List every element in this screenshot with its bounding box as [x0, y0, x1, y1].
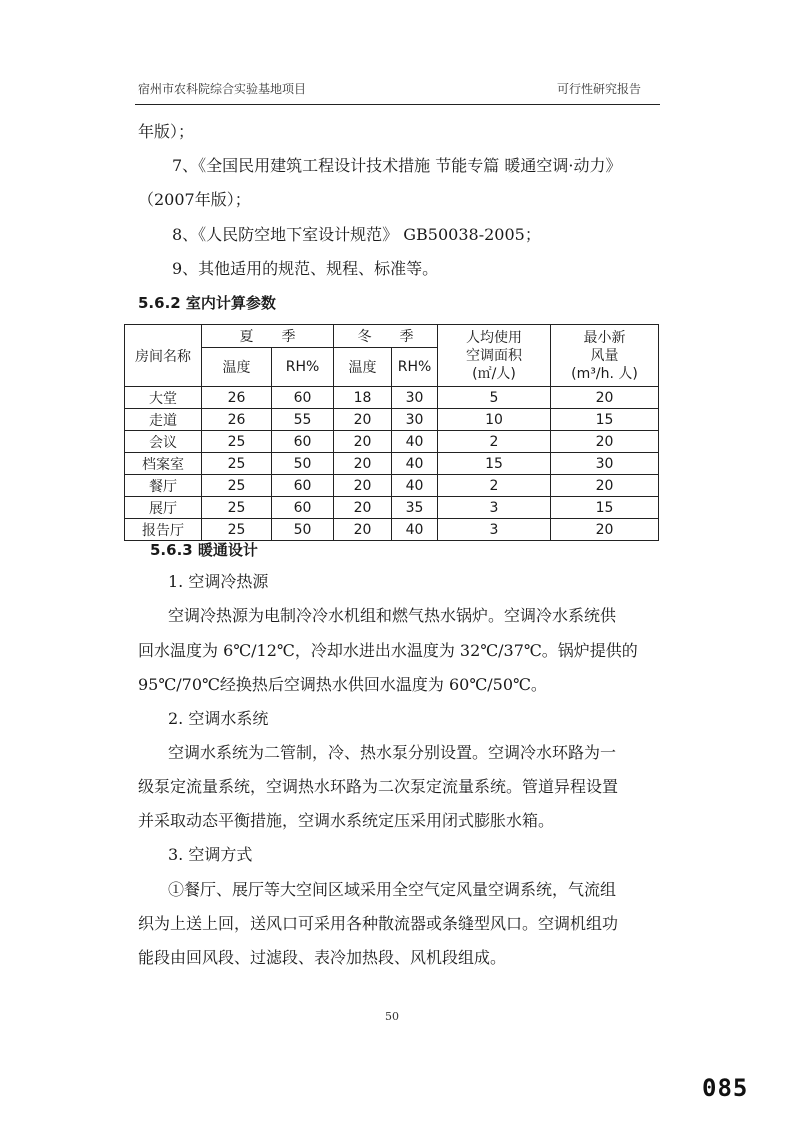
page-stamp: 085	[702, 1074, 749, 1102]
summer-temp: 25	[202, 519, 272, 541]
section-heading-562: 5.6.2 室内计算参数	[138, 294, 276, 312]
winter-rh: 30	[392, 387, 438, 409]
table-row	[125, 409, 659, 431]
winter-temp: 20	[334, 409, 392, 431]
room-name: 档案室	[125, 453, 202, 475]
winter-rh: 40	[392, 453, 438, 475]
summer-rh-header: RH%	[272, 348, 334, 387]
table-row	[125, 387, 659, 409]
winter-rh: 40	[392, 431, 438, 453]
table-row	[125, 497, 659, 519]
winter-temp: 20	[334, 497, 392, 519]
subsection-title-3: 3. 空调方式	[168, 845, 253, 864]
para-3: （2007年版）；	[138, 190, 251, 209]
room-name: 会议	[125, 431, 202, 453]
min-fresh-air: 30	[551, 453, 659, 475]
body-line: 级泵定流量系统，空调热水环路为二次泵定流量系统。管道异程设置	[138, 777, 619, 796]
area-per-person: 2	[438, 431, 551, 453]
section-heading-563: 5.6.3 暖通设计	[150, 541, 258, 559]
winter-temp: 20	[334, 453, 392, 475]
summer-rh: 60	[272, 387, 334, 409]
winter-temp-header: 温度	[334, 348, 392, 387]
winter-temp: 20	[334, 519, 392, 541]
summer-rh: 60	[272, 431, 334, 453]
summer-temp: 25	[202, 475, 272, 497]
indoor-parameters-table	[124, 324, 659, 541]
body-line: 空调冷热源为电制冷冷水机组和燃气热水锅炉。空调冷水系统供	[168, 606, 617, 625]
area-per-person: 15	[438, 453, 551, 475]
min-fresh-air: 20	[551, 475, 659, 497]
area-per-person: 3	[438, 497, 551, 519]
col-fresh-air-line-1: 最小新	[583, 329, 626, 346]
min-fresh-air: 15	[551, 409, 659, 431]
area-per-person: 2	[438, 475, 551, 497]
winter-rh: 35	[392, 497, 438, 519]
col-fresh-air-header	[551, 325, 659, 387]
body-line: ①餐厅、展厅等大空间区域采用全空气定风量空调系统，气流组	[168, 880, 617, 899]
body-line: 95℃/70℃经换热后空调热水供回水温度为 60℃/50℃。	[138, 675, 547, 694]
col-fresh-air-line-3: (m³/h. 人)	[571, 365, 638, 382]
winter-rh: 40	[392, 519, 438, 541]
summer-temp: 25	[202, 453, 272, 475]
room-name: 大堂	[125, 387, 202, 409]
area-per-person: 5	[438, 387, 551, 409]
body-line: 并采取动态平衡措施，空调水系统定压采用闭式膨胀水箱。	[138, 811, 555, 830]
col-area-line-1: 人均使用	[466, 329, 522, 346]
summer-temp: 26	[202, 387, 272, 409]
page-header-left: 宿州市农科院综合实验基地项目	[138, 82, 307, 96]
summer-temp-header: 温度	[202, 348, 272, 387]
room-name: 展厅	[125, 497, 202, 519]
body-line: 织为上送上回，送风口可采用各种散流器或条缝型风口。空调机组功	[138, 914, 619, 933]
summer-temp: 26	[202, 409, 272, 431]
table-row	[125, 431, 659, 453]
col-fresh-air-line-2: 风量	[590, 347, 619, 364]
summer-temp: 25	[202, 497, 272, 519]
winter-rh: 30	[392, 409, 438, 431]
area-per-person: 10	[438, 409, 551, 431]
col-area-header	[438, 325, 551, 387]
room-name: 报告厅	[125, 519, 202, 541]
min-fresh-air: 20	[551, 519, 659, 541]
col-area-line-2: 空调面积	[466, 347, 522, 364]
room-name: 餐厅	[125, 475, 202, 497]
table-row	[125, 453, 659, 475]
summer-temp: 25	[202, 431, 272, 453]
winter-temp: 20	[334, 475, 392, 497]
col-summer-header: 夏 季	[202, 325, 334, 348]
table-row	[125, 519, 659, 541]
summer-rh: 55	[272, 409, 334, 431]
summer-rh: 50	[272, 519, 334, 541]
area-per-person: 3	[438, 519, 551, 541]
winter-temp: 20	[334, 431, 392, 453]
min-fresh-air: 20	[551, 431, 659, 453]
winter-rh: 40	[392, 475, 438, 497]
subsection-title-1: 1. 空调冷热源	[168, 572, 269, 591]
para-4: 8、《人民防空地下室设计规范》 GB50038-2005；	[172, 225, 541, 244]
summer-rh: 60	[272, 475, 334, 497]
para-5: 9、其他适用的规范、规程、标准等。	[172, 259, 439, 278]
summer-rh: 50	[272, 453, 334, 475]
subsection-title-2: 2. 空调水系统	[168, 709, 269, 728]
summer-rh: 60	[272, 497, 334, 519]
body-line: 回水温度为 6℃/12℃，冷却水进出水温度为 32℃/37℃。锅炉提供的	[138, 641, 638, 660]
winter-rh-header: RH%	[392, 348, 438, 387]
page-header-right: 可行性研究报告	[557, 82, 642, 96]
header-rule	[135, 104, 660, 105]
col-room-header: 房间名称	[125, 325, 202, 387]
col-winter-header: 冬 季	[334, 325, 438, 348]
min-fresh-air: 20	[551, 387, 659, 409]
col-area-line-3: (㎡/人)	[472, 365, 516, 382]
table-row	[125, 475, 659, 497]
page-number: 50	[385, 1010, 399, 1023]
min-fresh-air: 15	[551, 497, 659, 519]
winter-temp: 18	[334, 387, 392, 409]
para-1: 年版）；	[138, 122, 195, 141]
room-name: 走道	[125, 409, 202, 431]
body-line: 能段由回风段、过滤段、表冷加热段、风机段组成。	[138, 948, 507, 967]
para-2: 7、《全国民用建筑工程设计技术措施 节能专篇 暖通空调·动力》	[172, 156, 622, 175]
body-line: 空调水系统为二管制，冷、热水泵分别设置。空调冷水环路为一	[168, 743, 617, 762]
